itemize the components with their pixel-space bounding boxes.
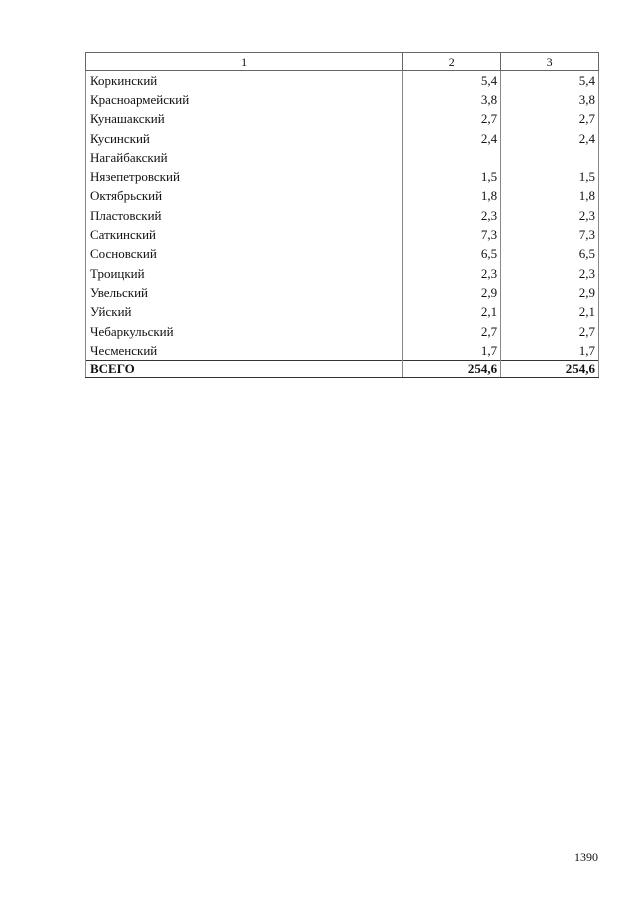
value-col-2: 3,8 xyxy=(403,90,501,109)
value-col-3: 2,3 xyxy=(501,264,599,283)
table-header-row xyxy=(86,53,599,71)
value-col-2: 2,9 xyxy=(403,283,501,302)
district-name: Кусинский xyxy=(86,129,403,148)
value-col-3: 1,5 xyxy=(501,167,599,186)
table-row xyxy=(86,187,599,206)
district-name: Сосновский xyxy=(86,245,403,264)
total-label: ВСЕГО xyxy=(86,361,403,378)
value-col-2: 5,4 xyxy=(403,71,501,91)
district-name: Октябрьский xyxy=(86,187,403,206)
district-name: Кунашакский xyxy=(86,110,403,129)
table-row xyxy=(86,264,599,283)
district-name: Чесменский xyxy=(86,341,403,361)
value-col-3 xyxy=(501,148,599,167)
value-col-3: 6,5 xyxy=(501,245,599,264)
value-col-3: 1,7 xyxy=(501,341,599,361)
value-col-3: 5,4 xyxy=(501,71,599,91)
table-row xyxy=(86,225,599,244)
value-col-2: 2,4 xyxy=(403,129,501,148)
column-header-1: 1 xyxy=(86,53,403,71)
table-row xyxy=(86,129,599,148)
value-col-2: 1,7 xyxy=(403,341,501,361)
table-row xyxy=(86,322,599,341)
value-col-3: 2,9 xyxy=(501,283,599,302)
table-row xyxy=(86,206,599,225)
district-name: Пластовский xyxy=(86,206,403,225)
value-col-3: 2,4 xyxy=(501,129,599,148)
page-number: 1390 xyxy=(574,850,598,864)
value-col-3: 3,8 xyxy=(501,90,599,109)
value-col-3: 2,3 xyxy=(501,206,599,225)
table-row xyxy=(86,341,599,361)
table-row xyxy=(86,283,599,302)
column-header-3: 3 xyxy=(501,53,599,71)
total-row xyxy=(86,361,599,378)
district-name: Чебаркульский xyxy=(86,322,403,341)
value-col-3: 7,3 xyxy=(501,225,599,244)
value-col-3: 2,1 xyxy=(501,303,599,322)
value-col-3: 2,7 xyxy=(501,110,599,129)
value-col-2: 2,3 xyxy=(403,206,501,225)
value-col-2: 2,7 xyxy=(403,322,501,341)
value-col-3: 2,7 xyxy=(501,322,599,341)
district-name: Нязепетровский xyxy=(86,167,403,186)
value-col-2: 2,3 xyxy=(403,264,501,283)
district-name: Увельский xyxy=(86,283,403,302)
column-header-2: 2 xyxy=(403,53,501,71)
value-col-2: 7,3 xyxy=(403,225,501,244)
district-name: Красноармейский xyxy=(86,90,403,109)
value-col-2: 1,5 xyxy=(403,167,501,186)
table-row xyxy=(86,90,599,109)
total-value-col-3: 254,6 xyxy=(501,361,599,378)
value-col-2: 2,7 xyxy=(403,110,501,129)
table-row xyxy=(86,245,599,264)
value-col-2: 6,5 xyxy=(403,245,501,264)
data-table xyxy=(85,52,599,378)
district-name: Коркинский xyxy=(86,71,403,91)
table-row xyxy=(86,71,599,91)
table-row xyxy=(86,110,599,129)
district-name: Саткинский xyxy=(86,225,403,244)
district-name: Нагайбакский xyxy=(86,148,403,167)
table-row xyxy=(86,148,599,167)
value-col-2: 2,1 xyxy=(403,303,501,322)
table-row xyxy=(86,167,599,186)
total-value-col-2: 254,6 xyxy=(403,361,501,378)
district-name: Уйский xyxy=(86,303,403,322)
value-col-3: 1,8 xyxy=(501,187,599,206)
district-name: Троицкий xyxy=(86,264,403,283)
table-row xyxy=(86,303,599,322)
value-col-2: 1,8 xyxy=(403,187,501,206)
value-col-2 xyxy=(403,148,501,167)
